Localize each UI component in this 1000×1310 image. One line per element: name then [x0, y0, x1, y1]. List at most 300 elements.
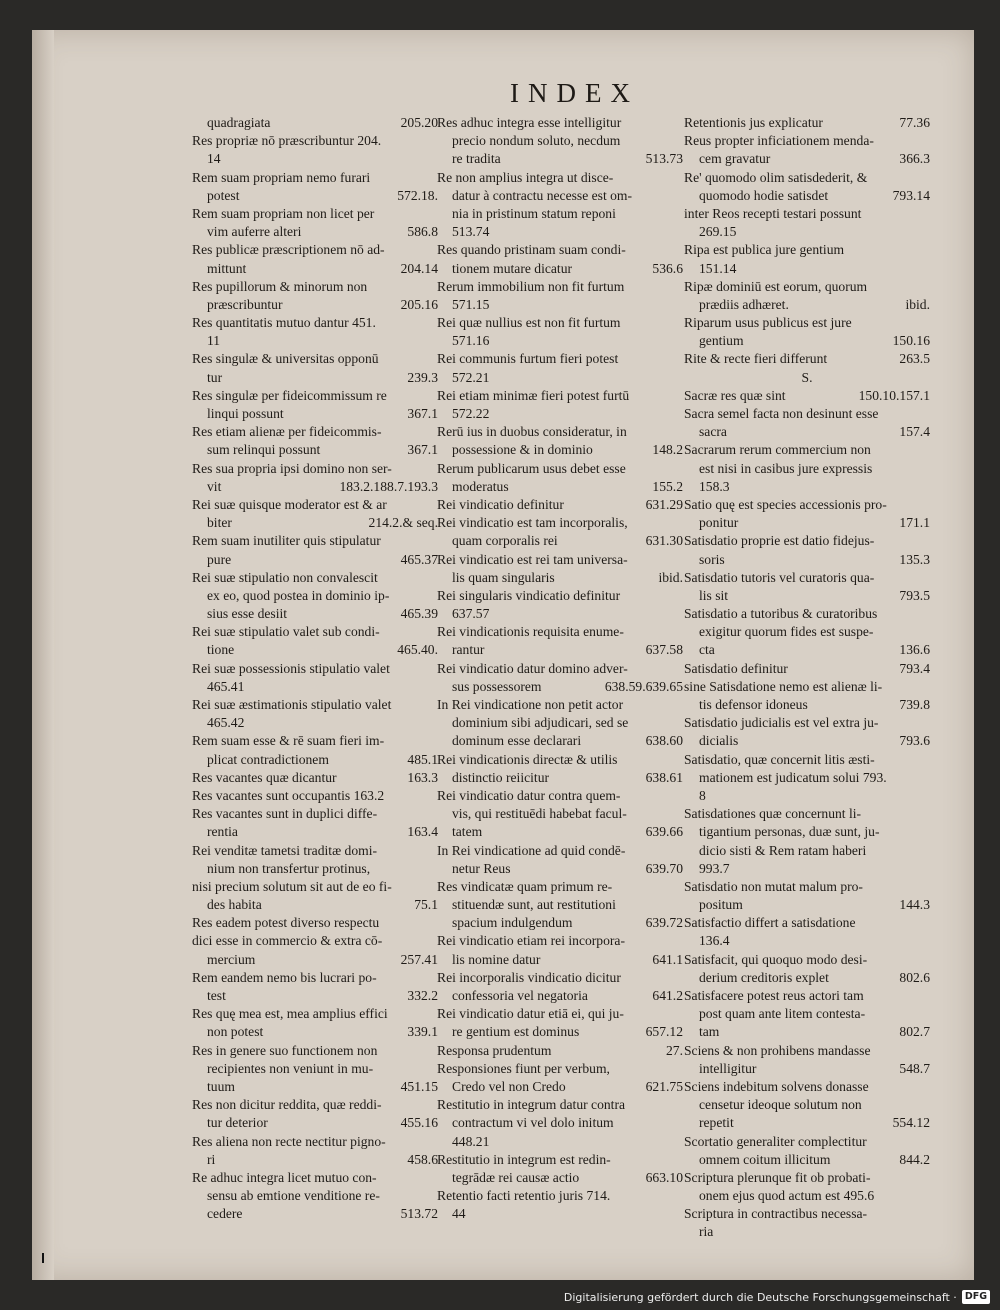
index-entry-text: contractum vi vel dolo initum: [452, 1115, 614, 1131]
index-entry-text: Re non amplius integra ut disce-: [437, 169, 614, 185]
index-line: [192, 441, 438, 459]
index-entry-text: Sciens & non prohibens mandasse: [684, 1042, 871, 1058]
page-reference: 204.14: [400, 260, 438, 276]
index-entry-text: sensu ab emtione venditione re-: [207, 1188, 380, 1204]
index-entry-text: Rei vindicatio datur etiā ei, qui ju-: [437, 1006, 624, 1022]
index-entry-text: vis, qui restituēdi habebat facul-: [452, 806, 627, 822]
index-line: [684, 223, 930, 241]
index-entry-text: Restitutio in integrum datur contra: [437, 1097, 626, 1113]
index-line: [192, 878, 438, 896]
index-entry-text: mittunt: [207, 260, 247, 276]
index-entry-text: non potest: [207, 1024, 264, 1040]
index-entry-text: Rei incorporalis vindicatio dicitur: [437, 969, 621, 985]
index-entry-text: Res in genere suo functionem non: [192, 1042, 378, 1058]
page-reference: 367.1: [407, 406, 438, 421]
index-entry-text: Satisfactio differt a satisdatione: [684, 915, 856, 931]
index-line: [684, 405, 930, 423]
page-reference: 554.12: [892, 1115, 930, 1131]
index-line: [437, 878, 683, 896]
index-entry-text: Res vacantes sunt occupantis 163.2: [192, 787, 385, 803]
index-line: [684, 1078, 930, 1096]
index-entry-text: Re adhuc integra licet mutuo con-: [192, 1169, 377, 1185]
page-reference: 639.66: [645, 824, 683, 840]
index-line: [437, 223, 683, 241]
page-reference: 157.4: [899, 424, 930, 440]
page-reference: 465.39: [400, 606, 438, 622]
index-entry-text: Rem suam propriam non licet per: [192, 205, 375, 221]
index-entry-text: Scortatio generaliter complectitur: [684, 1133, 867, 1149]
index-entry-text: Satisdatio judicialis est vel extra ju-: [684, 715, 879, 731]
index-entry-text: Rem suam esse & rē suam fieri im-: [192, 733, 385, 749]
index-line: [192, 150, 438, 168]
index-line: [437, 314, 683, 332]
index-entry-text: 151.14: [699, 260, 737, 276]
index-line: [437, 332, 683, 350]
index-entry-text: Rei quæ nullius est non fit furtum: [437, 315, 621, 331]
index-entry-text: Rei vindicatio est tam incorporalis,: [437, 515, 628, 531]
index-line: [192, 369, 438, 387]
index-line: [192, 623, 438, 641]
index-line: [437, 1042, 683, 1060]
index-entry-text: Rem suam inutiliter quis stipulatur: [192, 533, 381, 549]
index-line: [684, 205, 930, 223]
index-entry-text: Satisfacere potest reus actori tam: [684, 988, 864, 1003]
page-reference: 148.2: [652, 442, 683, 458]
index-entry-text: dici esse in commercio & extra cō-: [192, 933, 383, 949]
index-entry-text: ex eo, quod postea in dominio ip-: [207, 587, 390, 603]
index-line: [192, 278, 438, 296]
page-reference: 802.7: [899, 1024, 930, 1040]
index-line: [684, 350, 930, 368]
index-entry-text: Res pupillorum & minorum non: [192, 278, 368, 294]
index-entry-text: Res publicæ præscriptionem nō ad-: [192, 242, 385, 258]
index-entry-text: exigitur quorum fides est suspe-: [699, 624, 874, 640]
index-line: [684, 1005, 930, 1023]
index-entry-text: vim auferre alteri: [207, 224, 302, 240]
index-line: [192, 1096, 438, 1114]
index-line: [684, 1169, 930, 1187]
footer-stamp: [564, 1289, 990, 1305]
index-entry-text: Res quando pristinam suam condi-: [437, 242, 626, 258]
index-entry-text: rantur: [452, 642, 485, 658]
index-entry-text: Res quę mea est, mea amplius effici: [192, 1006, 388, 1022]
index-line: [684, 1205, 930, 1223]
page-reference: 621.75: [645, 1078, 683, 1094]
index-line: [684, 823, 930, 841]
footer-stamp-text: Digitalisierung gefördert durch die Deutsche Forschungsgemeinschaft ·: [563, 1290, 957, 1304]
index-line: [684, 1114, 930, 1132]
index-entry-text: tigantium personas, duæ sunt, ju-: [699, 824, 880, 840]
index-entry-text: lis nomine datur: [452, 951, 541, 967]
index-line: [437, 169, 683, 187]
index-line: [684, 878, 930, 896]
index-entry-text: nium non transfertur protinus,: [207, 860, 371, 876]
index-entry-text: Rei etiam minimæ fieri potest furtū: [437, 387, 630, 403]
index-line: [437, 787, 683, 805]
index-line: [684, 132, 930, 150]
index-line: [684, 296, 930, 314]
index-line: [684, 260, 930, 278]
page-gutter-shadow: [32, 30, 54, 1280]
index-entry-text: Rem suam propriam nemo furari: [192, 169, 371, 185]
page-reference: 638.61: [645, 769, 683, 785]
index-line: [192, 860, 438, 878]
page-reference: ibid.: [905, 296, 930, 312]
index-line: [684, 951, 930, 969]
dfg-logo: DFG: [962, 1290, 990, 1304]
index-entry-text: cedere: [207, 1206, 243, 1222]
index-entry-text: lis sit: [699, 587, 729, 603]
index-line: [192, 932, 438, 950]
index-entry-text: dominium sibi adjudicari, sed se: [452, 715, 629, 731]
index-line: [437, 241, 683, 259]
index-line: [437, 732, 683, 750]
page-reference: 641.2: [652, 988, 683, 1003]
index-line: [437, 1169, 683, 1187]
index-entry-text: 513.74: [452, 224, 490, 240]
index-entry-text: In Rei vindicatione non petit actor: [437, 697, 624, 712]
index-line: [684, 732, 930, 750]
index-entry-text: dominum esse declarari: [452, 733, 582, 749]
index-line: [192, 1078, 438, 1096]
index-line: [192, 405, 438, 423]
index-line: [684, 478, 930, 496]
page-reference: 638.60: [645, 733, 683, 749]
index-entry-text: 465.41: [207, 678, 245, 694]
page-reference: 163.4: [407, 824, 438, 840]
index-entry-text: Rei communis furtum fieri potest: [437, 351, 619, 367]
page-reference: 366.3: [899, 151, 930, 167]
index-line: [192, 914, 438, 932]
index-entry-text: 572.22: [452, 406, 490, 421]
index-line: [684, 1060, 930, 1078]
index-line: [437, 1133, 683, 1151]
index-line: [437, 805, 683, 823]
index-line: [437, 823, 683, 841]
index-entry-text: sius esse desiit: [207, 606, 288, 622]
page-reference: 548.7: [899, 1060, 930, 1076]
page-reference: 637.58: [645, 642, 683, 658]
index-line: [684, 605, 930, 623]
index-entry-text: confessoria vel negatoria: [452, 988, 588, 1003]
index-entry-text: Reus propter inficiationem menda-: [684, 133, 874, 149]
index-line: [684, 1023, 930, 1041]
page-reference: 263.5: [899, 351, 930, 367]
index-line: [192, 569, 438, 587]
page-reference: 339.1: [407, 1024, 438, 1040]
index-entry-text: 8: [699, 787, 706, 803]
index-line: [684, 1151, 930, 1169]
index-line: [192, 751, 438, 769]
index-line: [192, 1169, 438, 1187]
index-entry-text: tatem: [452, 824, 483, 840]
index-line: [437, 641, 683, 659]
index-entry-text: Rerū ius in duobus consideratur, in: [437, 424, 627, 440]
index-line: [437, 1187, 683, 1205]
page-reference: 638.59.639.65: [604, 678, 683, 694]
index-line: [684, 932, 930, 950]
index-line: [437, 932, 683, 950]
index-entry-text: Satisdationes quæ concernunt li-: [684, 806, 862, 822]
index-line: [192, 732, 438, 750]
index-line: [192, 114, 438, 132]
index-entry-text: Scriptura in contractibus necessa-: [684, 1206, 868, 1222]
index-line: [437, 350, 683, 368]
index-line: [437, 896, 683, 914]
page-reference: 631.30: [645, 533, 683, 549]
index-line: [437, 751, 683, 769]
index-line: [437, 969, 683, 987]
page-reference: 451.15: [400, 1078, 438, 1094]
index-line: [437, 460, 683, 478]
page-reference: 155.2: [652, 478, 683, 494]
index-entry-text: gentium: [699, 333, 744, 349]
page-reference: 802.6: [899, 969, 930, 985]
page-reference: 739.8: [899, 697, 930, 712]
index-line: [437, 478, 683, 496]
index-entry-text: sine Satisdatione nemo est alienæ li-: [684, 678, 883, 694]
index-entry-text: positum: [699, 897, 743, 913]
index-entry-text: Scriptura plerunque fit ob probati-: [684, 1169, 871, 1185]
index-entry-text: Rerum immobilium non fit furtum: [437, 278, 625, 294]
page-reference: 27.: [666, 1042, 683, 1058]
index-entry-text: spacium indulgendum: [452, 915, 573, 931]
index-line: [192, 514, 438, 532]
page-reference: 458.6: [407, 1151, 438, 1167]
index-line: [684, 187, 930, 205]
index-line: [684, 1133, 930, 1151]
index-line: [192, 1187, 438, 1205]
index-entry-text: inter Reos recepti testari possunt: [684, 205, 862, 221]
index-entry-text: est nisi in casibus jure expressis: [699, 460, 873, 476]
index-line: [437, 187, 683, 205]
index-line: [192, 350, 438, 368]
index-line: [192, 1023, 438, 1041]
index-entry-text: onem ejus quod actum est 495.6: [699, 1188, 875, 1204]
index-entry-text: Rei vindicationis requisita enume-: [437, 624, 624, 640]
index-line: [192, 678, 438, 696]
page-reference: 163.3: [407, 769, 438, 785]
index-line: [437, 1023, 683, 1041]
index-entry-text: tione: [207, 642, 235, 658]
index-line: [437, 278, 683, 296]
page-reference: 465.40.: [397, 642, 438, 658]
index-line: [684, 769, 930, 787]
page-reference: 793.4: [899, 660, 930, 676]
index-line: [437, 441, 683, 459]
index-entry-text: Res vindicatæ quam primum re-: [437, 878, 613, 894]
page-reference: 257.41: [400, 951, 438, 967]
page-reference: 239.3: [407, 369, 438, 385]
index-entry-text: Responsiones fiunt per verbum,: [437, 1060, 610, 1076]
page-reference: 205.20: [400, 115, 438, 130]
index-entry-text: 136.4: [699, 933, 730, 949]
index-line: [684, 714, 930, 732]
index-entry-text: Rei vindicationis directæ & utilis: [437, 751, 618, 767]
index-line: [684, 696, 930, 714]
index-line: [192, 332, 438, 350]
page-reference: 844.2: [899, 1151, 930, 1167]
index-line: [684, 551, 930, 569]
index-entry-text: 448.21: [452, 1133, 490, 1149]
page-reference: 641.1: [652, 951, 683, 967]
index-line: [684, 987, 930, 1005]
index-line: [684, 532, 930, 550]
index-entry-text: quadragiata: [207, 115, 271, 130]
index-entry-text: Rei suæ possessionis stipulatio valet: [192, 660, 390, 676]
index-entry-text: soris: [699, 551, 725, 567]
page-reference: 657.12: [645, 1024, 683, 1040]
index-entry-text: Retentionis jus explicatur: [684, 115, 823, 130]
index-entry-text: Rerum publicarum usus debet esse: [437, 460, 626, 476]
index-entry-text: Ripæ dominiū est eorum, quorum: [684, 278, 868, 294]
index-line: [192, 132, 438, 150]
index-line: [437, 405, 683, 423]
index-entry-text: Rei singularis vindicatio definitur: [437, 587, 621, 603]
index-entry-text: tionem mutare dicatur: [452, 260, 573, 276]
index-entry-text: sum relinqui possunt: [207, 442, 321, 458]
index-entry-text: Res singulæ per fideicommissum re: [192, 387, 387, 403]
index-entry-text: 637.57: [452, 606, 490, 622]
page-reference: 513.72: [400, 1206, 438, 1222]
index-line: [192, 987, 438, 1005]
index-line: [437, 260, 683, 278]
index-entry-text: S.: [801, 369, 813, 385]
index-entry-text: 11: [207, 333, 221, 349]
index-line: [437, 951, 683, 969]
page-reference: 631.29: [645, 496, 683, 512]
scanned-page: [32, 30, 974, 1280]
index-line: [684, 387, 930, 405]
index-entry-text: mationem est judicatum solui 793.: [699, 769, 887, 785]
page-reference: 793.5: [899, 587, 930, 603]
page-reference: 455.16: [400, 1115, 438, 1131]
index-line: [192, 551, 438, 569]
index-entry-text: post quam ante litem contesta-: [699, 1006, 866, 1022]
index-entry-text: linqui possunt: [207, 406, 284, 421]
index-entry-text: cem gravatur: [699, 151, 771, 167]
index-line: [437, 605, 683, 623]
index-entry-text: dicialis: [699, 733, 739, 749]
index-line: [192, 296, 438, 314]
page-reference: 135.3: [899, 551, 930, 567]
index-entry-text: Retentio facti retentio juris 714.: [437, 1188, 611, 1204]
index-entry-text: cta: [699, 642, 715, 658]
index-line: [192, 951, 438, 969]
index-line: [192, 1005, 438, 1023]
index-line: [437, 1060, 683, 1078]
index-line: [437, 987, 683, 1005]
index-entry-text: Rei vindicatio datur domino adver-: [437, 660, 628, 676]
index-line: [437, 150, 683, 168]
index-line: [192, 969, 438, 987]
index-entry-text: Res eadem potest diverso respectu: [192, 915, 380, 931]
index-entry-text: nisi precium solutum sit aut de eo fi-: [192, 878, 392, 894]
index-entry-text: plicat contradictionem: [207, 751, 329, 767]
index-entry-text: nia in pristinum statum reponi: [452, 205, 616, 221]
page-reference: 171.1: [899, 515, 930, 531]
index-line: [192, 205, 438, 223]
index-line: [437, 205, 683, 223]
page-reference: 513.73: [645, 151, 683, 167]
index-line: [192, 1114, 438, 1132]
index-entry-text: Res non dicitur reddita, quæ reddi-: [192, 1097, 382, 1113]
index-entry-text: Satisdatio, quæ concernit litis æsti-: [684, 751, 875, 767]
index-line: [437, 860, 683, 878]
index-entry-text: distinctio reiicitur: [452, 769, 550, 785]
index-line: [437, 496, 683, 514]
index-line: [684, 587, 930, 605]
index-entry-text: Rite & recte fieri differunt: [684, 351, 828, 367]
index-entry-text: tis defensor idoneus: [699, 697, 808, 712]
index-line: [437, 569, 683, 587]
index-line: [192, 496, 438, 514]
index-entry-text: tur deterior: [207, 1115, 268, 1131]
page-reference: 663.10: [645, 1169, 683, 1185]
index-line: [192, 478, 438, 496]
index-entry-text: Res vacantes quæ dicantur: [192, 769, 337, 785]
index-entry-text: dicio sisti & Rem ratam haberi: [699, 842, 867, 858]
index-entry-text: derium creditoris explet: [699, 969, 829, 985]
index-entry-text: Responsa prudentum: [437, 1042, 552, 1058]
index-entry-text: biter: [207, 515, 232, 531]
index-line: [192, 460, 438, 478]
index-line: [684, 423, 930, 441]
page-reference: 586.8: [407, 224, 438, 240]
index-line: [192, 769, 438, 787]
index-line: [192, 823, 438, 841]
index-line: [192, 1151, 438, 1169]
index-entry-text: mercium: [207, 951, 256, 967]
index-entry-text: Satisdatio tutoris vel curatoris qua-: [684, 569, 875, 585]
index-entry-text: stituendæ sunt, aut restitutioni: [452, 897, 616, 913]
index-entry-text: Rei vindicatio etiam rei incorpora-: [437, 933, 625, 949]
index-line: [192, 787, 438, 805]
index-line: [684, 660, 930, 678]
page-reference: 332.2: [407, 988, 438, 1003]
page-reference: 367.1: [407, 442, 438, 458]
index-line: [437, 514, 683, 532]
index-line: [437, 1078, 683, 1096]
index-line: [684, 569, 930, 587]
index-line: [684, 1042, 930, 1060]
index-entry-text: 44: [452, 1206, 466, 1222]
index-entry-text: tuum: [207, 1078, 235, 1094]
index-line: [192, 1042, 438, 1060]
index-entry-text: re tradita: [452, 151, 501, 167]
index-entry-text: Credo vel non Credo: [452, 1078, 566, 1094]
index-entry-text: Sacra semel facta non desinunt esse: [684, 406, 879, 421]
index-line: [684, 332, 930, 350]
index-line: [437, 423, 683, 441]
index-line: [684, 150, 930, 168]
index-entry-text: ponitur: [699, 515, 739, 531]
index-line: [684, 369, 930, 387]
index-entry-text: tur: [207, 369, 223, 385]
index-line: [684, 1223, 930, 1241]
index-line: [192, 1205, 438, 1223]
index-line: [437, 387, 683, 405]
index-line: [437, 696, 683, 714]
index-line: [437, 842, 683, 860]
index-line: [437, 1151, 683, 1169]
index-entry-text: Rei suæ stipulatio non convalescit: [192, 569, 378, 585]
index-line: [684, 314, 930, 332]
index-entry-text: 465.42: [207, 715, 245, 731]
index-entry-text: netur Reus: [452, 860, 511, 876]
index-entry-text: sacra: [699, 424, 727, 440]
index-entry-text: moderatus: [452, 478, 509, 494]
